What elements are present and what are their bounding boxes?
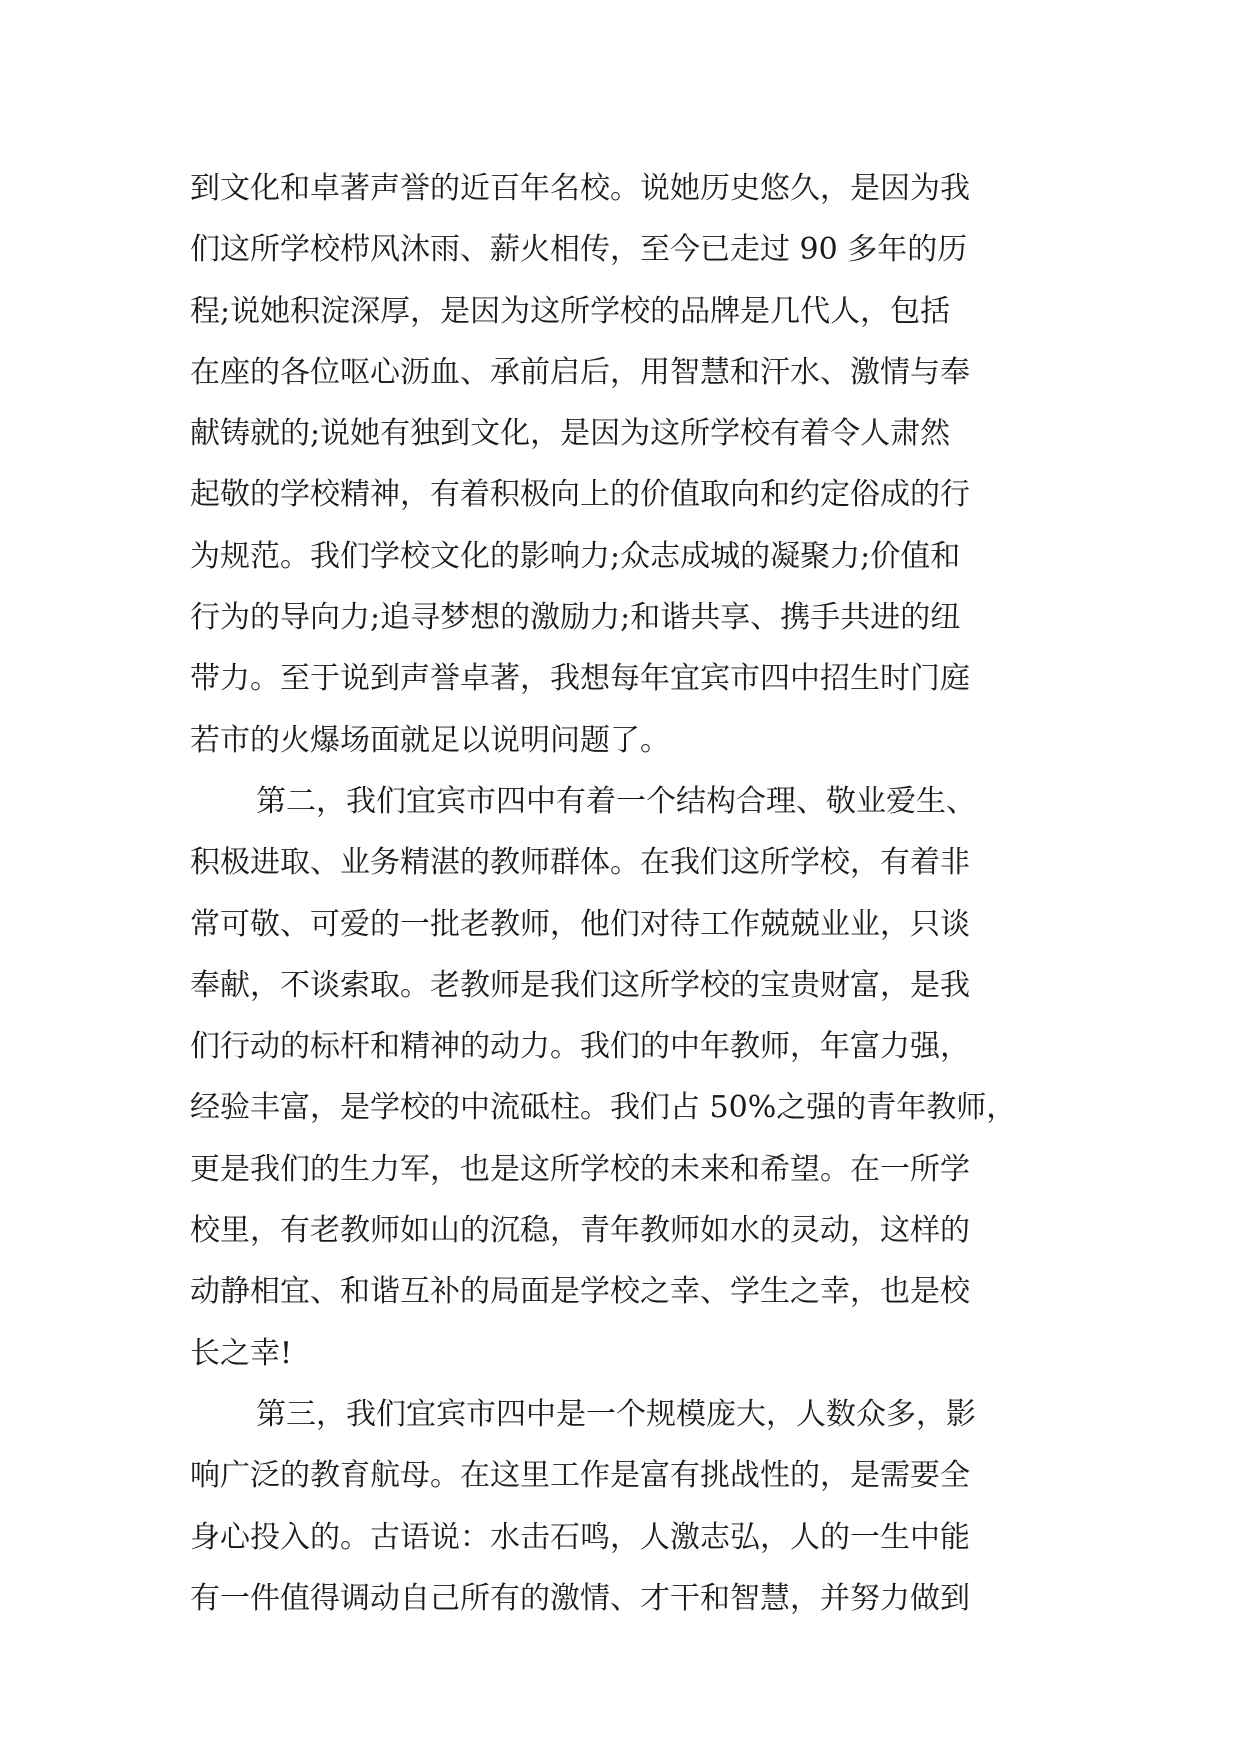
text-line: 经验丰富，是学校的中流砥柱。我们占 50%之强的青年教师，: [190, 1090, 1017, 1126]
text-line: 更是我们的生力军，也是这所学校的未来和希望。在一所学: [190, 1151, 970, 1187]
text-line: 长之幸!: [190, 1335, 293, 1371]
text-line: 动静相宜、和谐互补的局面是学校之幸、学生之幸，也是校: [190, 1274, 970, 1310]
text-line: 起敬的学校精神，有着积极向上的价值取向和约定俗成的行: [190, 477, 970, 513]
text-line: 带力。至于说到声誉卓著，我想每年宜宾市四中招生时门庭: [190, 661, 970, 697]
text-line: 们行动的标杆和精神的动力。我们的中年教师，年富力强，: [190, 1029, 970, 1065]
text-line: 常可敬、可爱的一批老教师，他们对待工作兢兢业业，只谈: [190, 906, 970, 942]
text-line: 奉献，不谈索取。老教师是我们这所学校的宝贵财富，是我: [190, 967, 970, 1003]
text-line: 身心投入的。古语说：水击石鸣，人激志弘，人的一生中能: [190, 1519, 970, 1555]
paragraph-start-line: 第三，我们宜宾市四中是一个规模庞大，人数众多，影: [256, 1396, 976, 1432]
text-line: 献铸就的;说她有独到文化，是因为这所学校有着令人肃然: [190, 416, 951, 452]
text-line: 程;说她积淀深厚，是因为这所学校的品牌是几代人，包括: [190, 293, 951, 329]
body-text: [190, 158, 1060, 1629]
text-line: 们这所学校栉风沐雨、薪火相传，至今已走过 90 多年的历: [190, 232, 968, 268]
text-line: 到文化和卓著声誉的近百年名校。说她历史悠久，是因为我: [190, 171, 970, 206]
text-line: 积极进取、业务精湛的教师群体。在我们这所学校，有着非: [190, 845, 970, 881]
text-line: 若市的火爆场面就足以说明问题了。: [190, 722, 670, 758]
text-line: 响广泛的教育航母。在这里工作是富有挑战性的，是需要全: [190, 1458, 970, 1494]
text-line: 有一件值得调动自己所有的激情、才干和智慧，并努力做到: [190, 1580, 970, 1616]
text-line: 为规范。我们学校文化的影响力;众志成城的凝聚力;价值和: [190, 538, 961, 574]
paragraph-start-line: 第二，我们宜宾市四中有着一个结构合理、敬业爱生、: [256, 783, 976, 819]
text-line: 校里，有老教师如山的沉稳，青年教师如水的灵动，这样的: [190, 1213, 970, 1249]
text-line: 行为的导向力;追寻梦想的激励力;和谐共享、携手共进的纽: [190, 600, 961, 636]
text-line: 在座的各位呕心沥血、承前启后，用智慧和汗水、激情与奉: [190, 354, 970, 390]
